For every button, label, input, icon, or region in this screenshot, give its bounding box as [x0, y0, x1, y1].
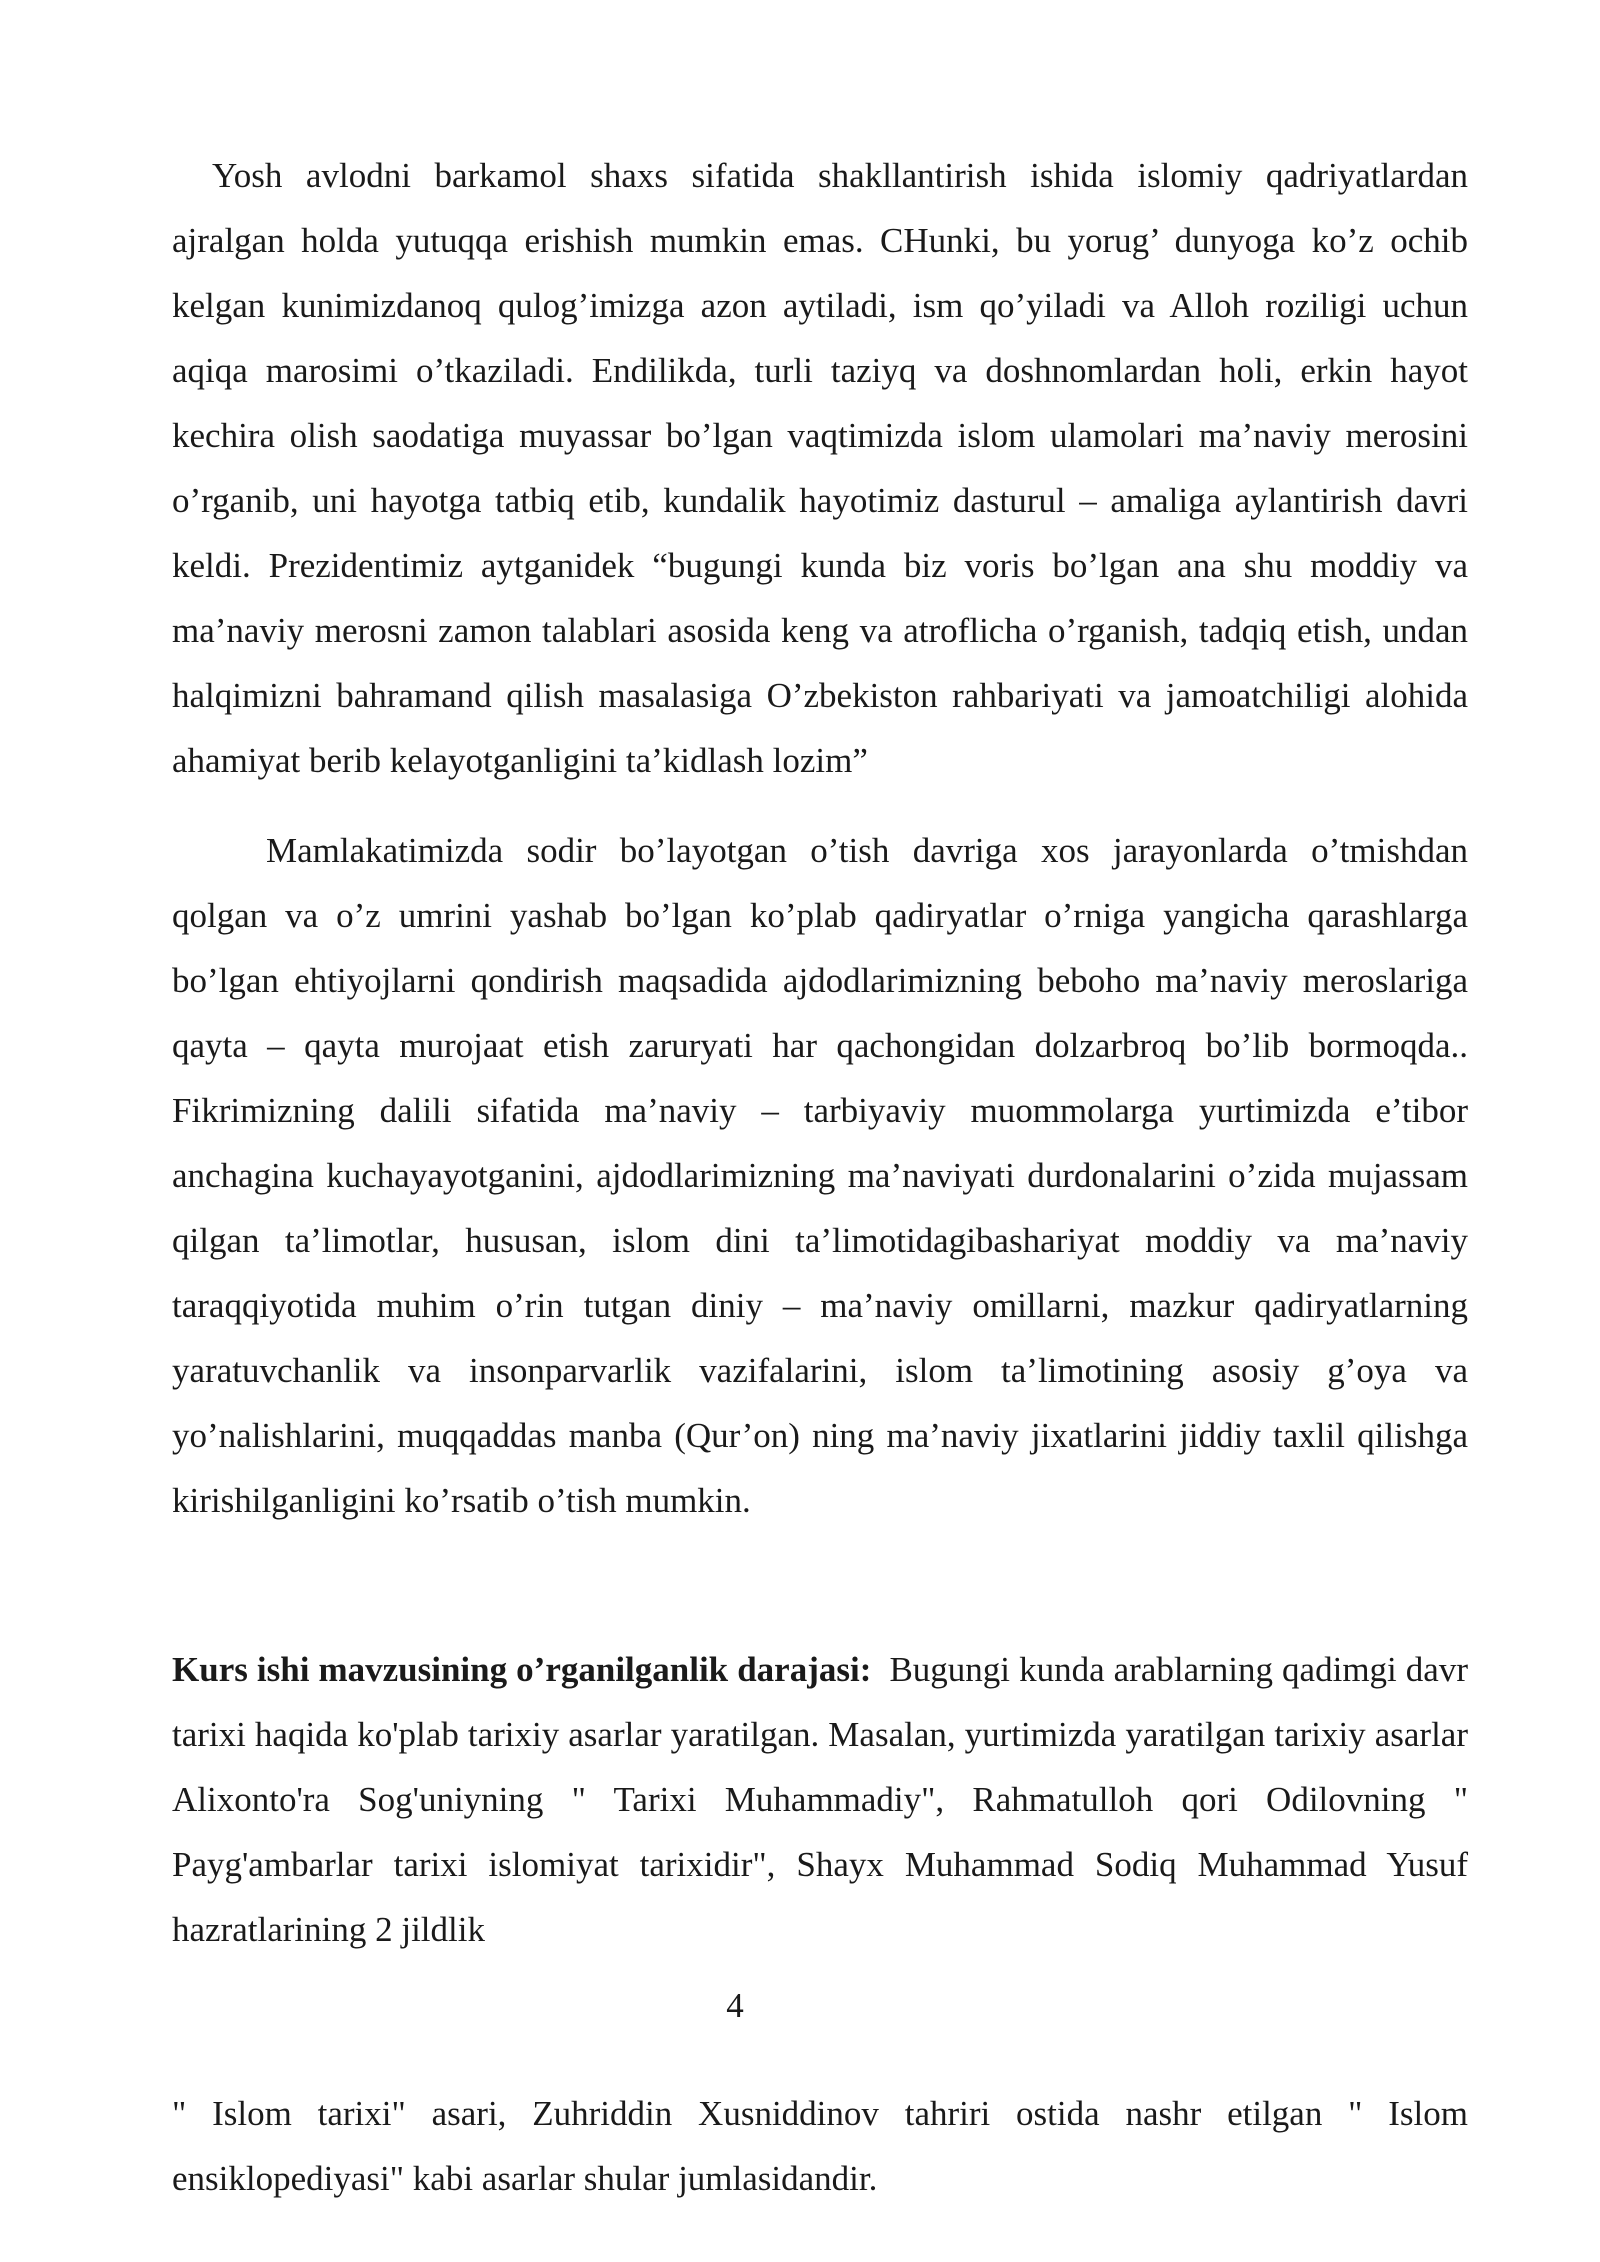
page-number: 4 — [726, 1986, 744, 2025]
paragraph-transition: Mamlakatimizda sodir bo’layotgan o’tish davriga xos jarayonlarda o’tmishdan qolgan va o’z umrini yashab bo’lgan ko’plab qadiryatlar o’rniga yangicha qarashlarga bo’lgan ehtiyojlarni qondirish maqsadida ajdodlarimizning beboho ma’naviy meroslariga qayta – qayta murojaat etish zaruryati har qachongidan dolzarbroq bo’lib bormoqda.. Fikrimizning dalili sifatida ma’naviy – tarbiyaviy muommolarga yurtimizda e’tibor anchagina kuchayayotganini, ajdodlarimizning ma’naviyati durdonalarini o’zida mujassam qilgan ta’limotlar, hususan, islom dini ta’limotidagibashariyat moddiy va ma’naviy taraqqiyotida muhim o’rin tutgan diniy – ma’naviy omillarni, mazkur qadiryatlarning yaratuvchanlik va insonparvarlik vazifalarini, islom ta’limotining asosiy g’oya va yo’nalishlarini, muqqaddas manba (Qur’on) ning ma’naviy jixatlarini jiddiy taxlil qilishga kirishilganligini ko’rsatib o’tish mumkin. — [172, 831, 1468, 1520]
paragraph-study-level — [172, 1637, 1468, 1962]
study-level-heading: Kurs ishi mavzusining o’rganilganlik darajasi: — [172, 1650, 872, 1689]
paragraph-intro: Yosh avlodni barkamol shaxs sifatida shakllantirish ishida islomiy qadriyatlardan ajralgan holda yutuqqa erishish mumkin emas. CHunki, bu yorug’ dunyoga ko’z ochib kelgan kunimizdanoq qulog’imizga azon aytiladi, ism qo’yiladi va Alloh roziligi uchun aqiqa marosimi o’tkaziladi. Endilikda, turli taziyq va doshnomlardan holi, erkin hayot kechira olish saodatiga muyassar bo’lgan vaqtimizda islom ulamolari ma’naviy merosini o’rganib, uni hayotga tatbiq etib, kundalik hayotimiz dasturul – amaliga aylantirish davri keldi. Prezidentimiz aytganidek “bugungi kunda biz voris bo’lgan ana shu moddiy va ma’naviy merosni zamon talablari asosida keng va atroflicha o’rganish, tadqiq etish, undan halqimizni bahramand qilish masalasiga O’zbekiston rahbariyati va jamoatchiligi alohida ahamiyat berib kelayotganligini ta’kidlash lozim” — [172, 156, 1468, 780]
study-level-text: Bugungi kunda arablarning qadimgi davr tarixi haqida ko'plab tarixiy asarlar yaratilgan. Masalan, yurtimizda yaratilgan tarixiy asarlar Alixonto'ra Sog'uniyning " Tarixi Muhammadiy", Rahmatulloh qori Odilovning " Payg'ambarlar tarixi islomiyat tarixidir", Shayx Muhammad Sodiq Muhammad Yusuf hazratlarining 2 jildlik — [172, 1650, 1468, 1949]
paragraph-continuation: " Islom tarixi" asari, Zuhriddin Xusniddinov tahriri ostida nashr etilgan " Islom ensiklopediyasi" kabi asarlar shular jumlasidandir. — [172, 2094, 1468, 2198]
